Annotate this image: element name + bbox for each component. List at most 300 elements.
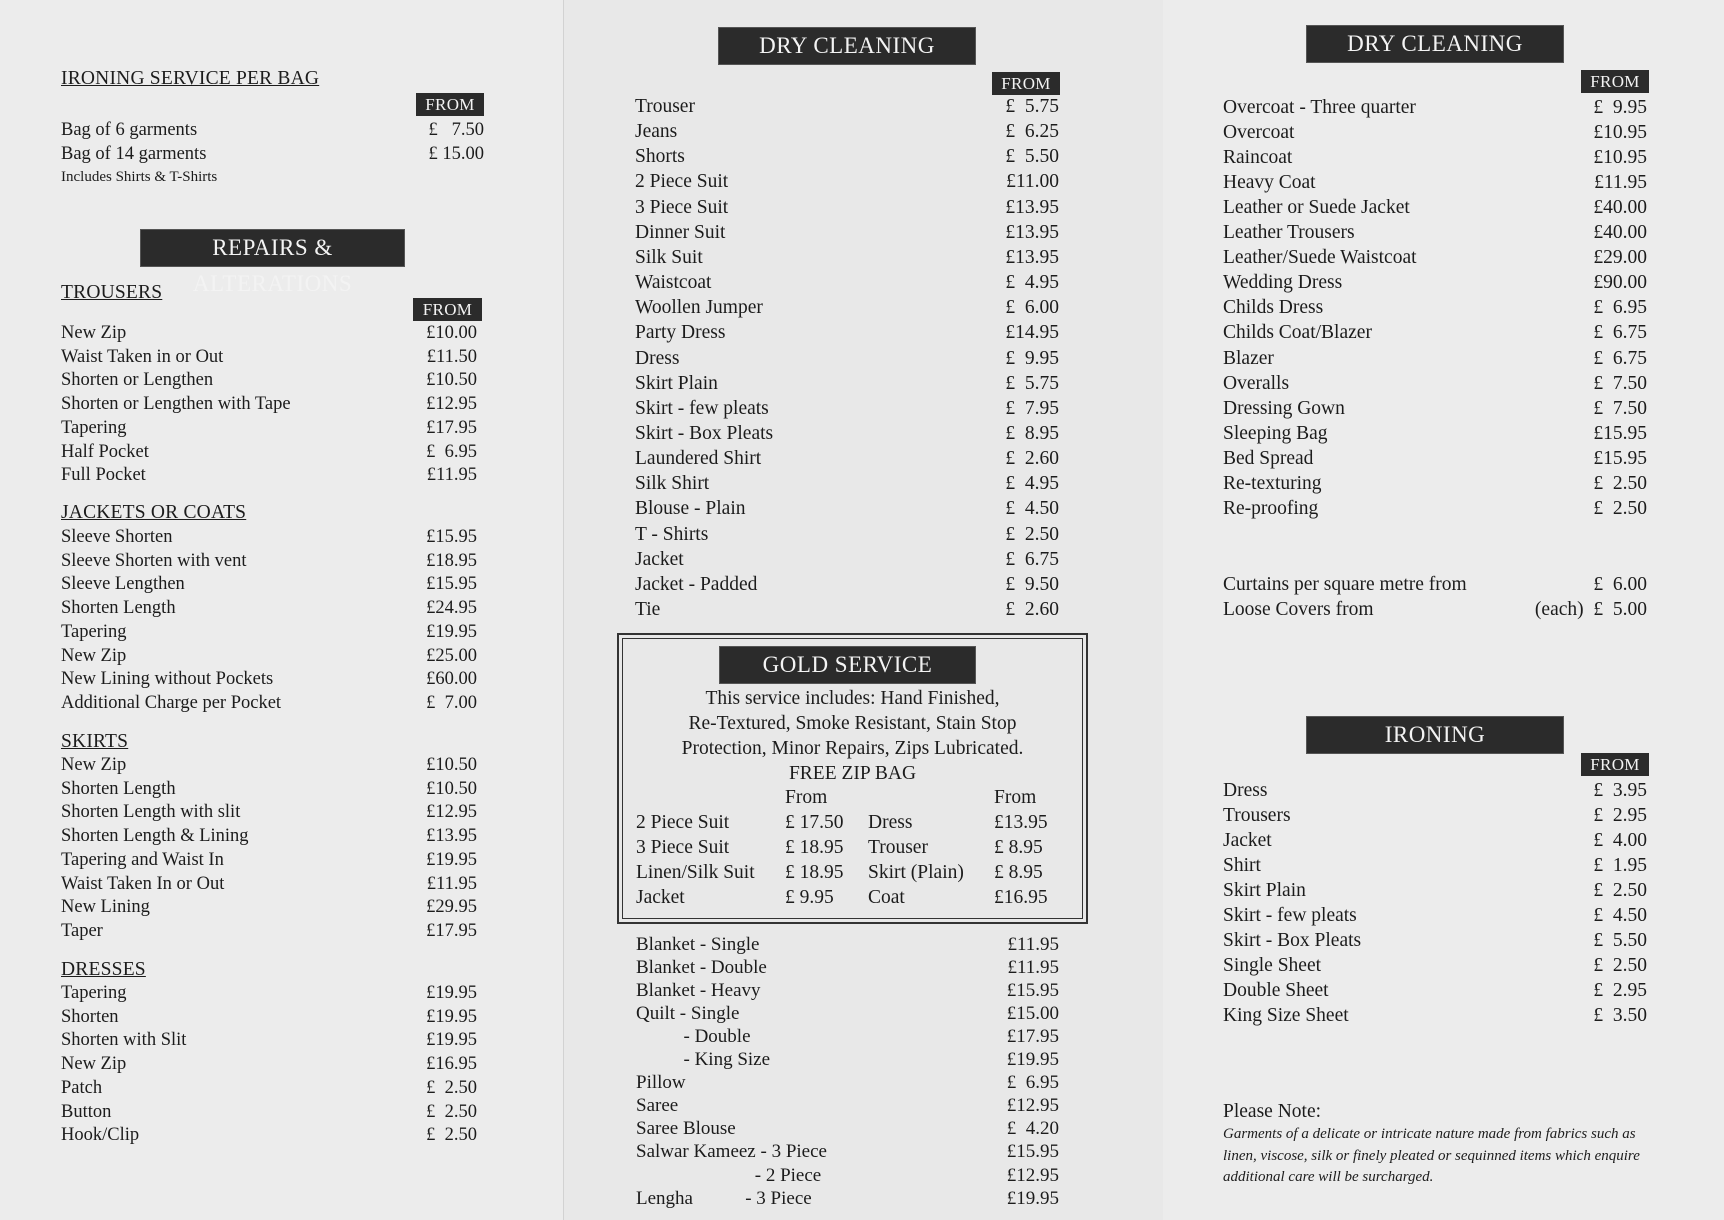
price-row — [61, 346, 477, 370]
item-label: Shorten Length with slit — [61, 802, 241, 823]
item-price: £60.00 — [426, 669, 477, 690]
price-row — [61, 754, 477, 778]
item-label: Waist Taken In or Out — [61, 873, 225, 894]
price-row — [61, 322, 477, 346]
item-price: £ 5.75 — [1005, 96, 1059, 117]
ironing-from-tag: FROM — [1581, 753, 1649, 776]
item-label: Jeans — [635, 121, 678, 143]
item-price: £ 6.95 — [426, 441, 477, 462]
loose-covers-row: Loose Covers from (each) £ 5.00 — [1223, 599, 1647, 620]
price-row — [61, 645, 477, 669]
price-row — [61, 393, 477, 417]
price-row — [635, 597, 1059, 622]
price-row — [1223, 446, 1647, 471]
gold-price: £ 18.95 — [785, 837, 844, 858]
item-label: Shorten or Lengthen with Tape — [61, 394, 291, 415]
item-price: £40.00 — [1593, 222, 1647, 244]
price-row — [636, 1164, 1059, 1187]
item-label: Blanket - Double — [636, 957, 767, 979]
dresses-heading: DRESSES — [61, 959, 146, 980]
price-row — [635, 94, 1059, 119]
price-row — [636, 1071, 1059, 1094]
item-price: £19.95 — [426, 849, 477, 870]
item-price: £ 4.95 — [1005, 473, 1059, 495]
price-row — [635, 446, 1059, 471]
item-price: £ 2.50 — [1593, 879, 1647, 901]
price-row — [61, 1006, 477, 1030]
item-label: Bed Spread — [1223, 447, 1314, 469]
price-row — [1223, 270, 1647, 295]
item-label: - Double — [636, 1026, 751, 1048]
item-price: £ 9.50 — [1005, 573, 1059, 595]
gold-price: £ 17.50 — [785, 812, 844, 833]
item-price: £ 6.75 — [1593, 322, 1647, 344]
gold-item: Dress — [868, 812, 913, 833]
ironing-service-note: Includes Shirts & T-Shirts — [61, 169, 218, 185]
item-price: £ 9.95 — [1593, 97, 1647, 118]
item-label: Patch — [61, 1077, 103, 1098]
price-row — [1223, 295, 1647, 320]
item-label: Childs Coat/Blazer — [1223, 322, 1372, 344]
price-row — [61, 1077, 477, 1101]
price-row — [635, 220, 1059, 245]
item-label: Blanket - Single — [636, 934, 760, 955]
item-price: £19.95 — [426, 621, 477, 642]
dry-cleaning-banner-2: DRY CLEANING — [1307, 26, 1563, 62]
item-price: £17.95 — [1006, 1026, 1059, 1048]
item-price: £ 5.50 — [1005, 146, 1059, 168]
gold-item: Linen/Silk Suit — [636, 862, 755, 883]
trousers-from-tag: FROM — [413, 298, 482, 321]
price-row — [636, 1094, 1059, 1117]
gold-item: 3 Piece Suit — [636, 837, 730, 858]
item-label: Leather Trousers — [1223, 222, 1355, 244]
gold-item: Jacket — [636, 887, 685, 908]
item-price: £10.50 — [426, 778, 477, 799]
price-row — [1223, 853, 1647, 878]
gold-item: Coat — [868, 887, 905, 908]
item-label: Shorten or Lengthen — [61, 370, 214, 391]
item-price: £24.95 — [426, 598, 477, 619]
item-label: Waist Taken in or Out — [61, 346, 224, 367]
gold-from-left: From — [785, 787, 828, 808]
item-price: £ 2.50 — [426, 1077, 477, 1098]
item-price: £ 4.50 — [1593, 904, 1647, 926]
item-price: £29.95 — [426, 897, 477, 918]
price-row: Bag of 14 garments £ 15.00 — [61, 144, 484, 164]
gold-item: 2 Piece Suit — [636, 812, 730, 833]
item-price: £12.95 — [1006, 1164, 1059, 1186]
item-price: £11.95 — [1594, 172, 1647, 194]
item-label: Skirt Plain — [1223, 879, 1306, 901]
item-price: £11.50 — [426, 346, 477, 367]
price-row — [61, 873, 477, 897]
item-price: £15.95 — [1006, 1141, 1059, 1163]
note-body: Garments of a delicate or intricate nature made from fabrics such as linen, viscose, silk or finely pleated or sequinned items which enquire additional care will be surcharged. — [1223, 1126, 1640, 1185]
item-price: £ 6.95 — [1593, 297, 1647, 319]
price-row — [1223, 421, 1647, 446]
item-price: £19.95 — [426, 1006, 477, 1027]
item-price: £19.95 — [1006, 1049, 1059, 1071]
item-label: Skirt - Box Pleats — [1223, 929, 1362, 951]
item-price: £15.95 — [1593, 422, 1647, 444]
price-row — [1223, 953, 1647, 978]
price-row — [61, 778, 477, 802]
item-label: Re-texturing — [1223, 472, 1322, 494]
item-label: Silk Shirt — [635, 473, 710, 495]
item-label: Waistcoat — [635, 272, 712, 294]
item-label: Jacket — [635, 548, 684, 570]
price-row — [1223, 1003, 1647, 1028]
item-label: New Lining without Pockets — [61, 669, 274, 690]
price-row — [635, 270, 1059, 295]
item-label: Overalls — [1223, 372, 1290, 394]
item-label: New Zip — [61, 645, 127, 666]
item-label: Shorten Length — [61, 598, 176, 619]
item-label: New Zip — [61, 323, 127, 343]
price-row — [1223, 828, 1647, 853]
skirts-heading: SKIRTS — [61, 731, 129, 752]
item-price: £29.00 — [1593, 247, 1647, 269]
item-price: £ 2.50 — [1593, 954, 1647, 976]
item-label: Shorten Length & Lining — [61, 826, 249, 847]
gold-price: £ 9.95 — [785, 887, 834, 908]
item-price: £ 3.95 — [1593, 780, 1647, 801]
item-label: Skirt - few pleats — [635, 397, 769, 419]
item-label: Lengha - 3 Piece — [636, 1187, 812, 1209]
item-price: £19.95 — [426, 1030, 477, 1051]
price-row — [61, 441, 477, 465]
price-row — [61, 597, 477, 621]
item-label: King Size Sheet — [1223, 1004, 1349, 1026]
price-row — [61, 1101, 477, 1125]
price-row — [636, 1025, 1059, 1048]
item-label: - King Size — [636, 1049, 771, 1071]
price-row — [1223, 170, 1647, 195]
item-price: £10.00 — [426, 323, 477, 343]
item-label: Jacket - Padded — [635, 573, 758, 595]
price-row — [61, 849, 477, 873]
item-price: £15.95 — [426, 574, 477, 595]
price-row — [1223, 778, 1647, 803]
gold-price: £ 18.95 — [785, 862, 844, 883]
item-price: £ 2.50 — [1593, 472, 1647, 494]
item-price: £ 1.95 — [1593, 854, 1647, 876]
price-row — [635, 295, 1059, 320]
item-label: T - Shirts — [635, 523, 709, 545]
price-row — [61, 692, 477, 716]
price-row — [1223, 195, 1647, 220]
dry-cleaning-from-tag: FROM — [992, 72, 1060, 95]
item-label: Button — [61, 1101, 112, 1122]
price-row — [1223, 496, 1647, 521]
item-price: £17.95 — [426, 417, 477, 438]
item-label: 2 Piece Suit — [635, 171, 729, 193]
item-price: £15.00 — [1006, 1003, 1059, 1025]
price-row — [1223, 320, 1647, 345]
item-label: Tapering — [61, 417, 127, 438]
price-row — [61, 896, 477, 920]
item-price: £ 2.60 — [1005, 599, 1059, 620]
item-price: £ 6.00 — [1005, 297, 1059, 319]
item-price: £12.95 — [1006, 1095, 1059, 1117]
dry-cleaning-from-tag-2: FROM — [1581, 70, 1649, 93]
item-label: Salwar Kameez - 3 Piece — [636, 1141, 827, 1163]
item-price: £ 8.95 — [1005, 422, 1059, 444]
item-price: £17.95 — [426, 920, 477, 941]
item-label: Blouse - Plain — [635, 498, 746, 520]
item-price: £ 6.75 — [1005, 548, 1059, 570]
price-row — [1223, 120, 1647, 145]
price-row — [61, 982, 477, 1006]
item-price: £ 5.75 — [1005, 372, 1059, 394]
item-label: New Zip — [61, 1054, 127, 1075]
item-label: Tie — [635, 599, 661, 620]
item-price: £ 4.00 — [1593, 829, 1647, 851]
item-label: Dress — [1223, 780, 1268, 801]
price-row — [61, 464, 477, 488]
item-price: £15.95 — [1006, 980, 1059, 1002]
price-row — [635, 572, 1059, 597]
item-label: Leather/Suede Waistcoat — [1223, 247, 1417, 269]
item-label: 3 Piece Suit — [635, 196, 729, 218]
ironing-service-from-tag: FROM — [416, 93, 484, 116]
price-row — [636, 1140, 1059, 1163]
gold-price: £ 8.95 — [994, 837, 1043, 858]
price-row — [61, 668, 477, 692]
item-price: £ 7.00 — [426, 692, 477, 713]
item-price: £ 5.50 — [1593, 929, 1647, 951]
price-row: Bag of 6 garments £ 7.50 — [61, 120, 484, 140]
item-price: £11.00 — [1006, 171, 1059, 193]
price-row — [636, 1002, 1059, 1025]
item-label: Shorten with Slit — [61, 1030, 187, 1051]
item-label: New Lining — [61, 897, 150, 918]
item-label: New Zip — [61, 755, 127, 775]
price-row — [635, 144, 1059, 169]
item-label: Re-proofing — [1223, 497, 1319, 519]
price-row — [635, 169, 1059, 194]
repairs-alterations-banner: REPAIRS & ALTERATIONS — [141, 230, 404, 266]
item-label: Shorten Length — [61, 778, 176, 799]
item-price: £ 4.50 — [1005, 498, 1059, 520]
item-price: £ 2.60 — [1005, 448, 1059, 470]
item-label: Saree Blouse — [636, 1118, 736, 1140]
item-label: Sleeping Bag — [1223, 422, 1328, 444]
gold-service-description: This service includes: Hand Finished, Re-Textured, Smoke Resistant, Stain Stop Protection, Minor Repairs, Zips Lubricated. FREE ZIP BAG — [681, 688, 1024, 784]
item-price: £ 2.50 — [426, 1101, 477, 1122]
item-price: £10.95 — [1593, 147, 1647, 169]
jackets-heading: JACKETS OR COATS — [61, 502, 247, 523]
item-label: Full Pocket — [61, 465, 146, 486]
item-price: £ 4.95 — [1005, 272, 1059, 294]
item-price: £12.95 — [426, 394, 477, 415]
item-label: Sleeve Lengthen — [61, 574, 185, 595]
item-label: Sleeve Shorten with vent — [61, 550, 247, 571]
item-label: Blanket - Heavy — [636, 980, 761, 1002]
item-label: Childs Dress — [1223, 297, 1324, 319]
item-label: Woollen Jumper — [635, 297, 763, 319]
item-label: Overcoat — [1223, 122, 1295, 144]
item-price: £ 2.50 — [1005, 523, 1059, 545]
price-row — [1223, 396, 1647, 421]
price-row — [61, 1124, 477, 1148]
price-row — [1223, 803, 1647, 828]
item-price: £ 6.25 — [1005, 121, 1059, 143]
item-price: £16.95 — [426, 1054, 477, 1075]
item-price: £ 2.50 — [1593, 497, 1647, 519]
item-label: Taper — [61, 920, 103, 941]
item-label: Heavy Coat — [1223, 172, 1316, 194]
price-row — [1223, 928, 1647, 953]
item-price: £13.95 — [1005, 196, 1059, 218]
item-label: Laundered Shirt — [635, 448, 762, 470]
price-row — [61, 825, 477, 849]
price-row — [636, 956, 1059, 979]
item-price: £13.95 — [426, 826, 477, 847]
item-label: Shirt — [1223, 854, 1261, 876]
price-row — [1223, 471, 1647, 496]
price-row — [1223, 95, 1647, 120]
item-label: Sleeve Shorten — [61, 527, 173, 547]
price-row — [636, 1187, 1059, 1210]
curtains-row: Curtains per square metre from £ 6.00 — [1223, 574, 1647, 595]
note-heading: Please Note: — [1223, 1101, 1322, 1122]
price-row — [1223, 220, 1647, 245]
price-row — [635, 320, 1059, 345]
item-label: Additional Charge per Pocket — [61, 692, 282, 713]
item-price: £ 2.95 — [1593, 804, 1647, 826]
gold-price: £ 8.95 — [994, 862, 1043, 883]
item-price: £11.95 — [426, 465, 477, 486]
item-label: Skirt Plain — [635, 372, 718, 394]
price-row — [61, 920, 477, 944]
item-price: £15.95 — [1593, 447, 1647, 469]
item-label: Trousers — [1223, 804, 1291, 826]
item-price: £11.95 — [1007, 934, 1059, 955]
price-row — [635, 195, 1059, 220]
item-price: £40.00 — [1593, 197, 1647, 219]
price-row — [635, 547, 1059, 572]
price-row — [636, 1048, 1059, 1071]
price-row — [61, 417, 477, 441]
item-label: Tapering — [61, 621, 127, 642]
price-row — [1223, 978, 1647, 1003]
item-label: Leather or Suede Jacket — [1223, 197, 1410, 219]
gold-item: Skirt (Plain) — [868, 862, 964, 883]
item-price: £ 7.95 — [1005, 397, 1059, 419]
item-price: £19.95 — [1006, 1187, 1059, 1209]
price-row — [635, 371, 1059, 396]
item-price: £90.00 — [1593, 272, 1647, 294]
item-label: Shorts — [635, 146, 685, 168]
dry-cleaning-banner: DRY CLEANING — [719, 28, 975, 64]
price-row — [636, 1117, 1059, 1140]
item-price: £25.00 — [426, 645, 477, 666]
item-price: £10.50 — [426, 755, 477, 775]
price-row — [61, 1053, 477, 1077]
item-price: £ 2.95 — [1593, 979, 1647, 1001]
item-label: Wedding Dress — [1223, 272, 1343, 294]
price-row — [635, 421, 1059, 446]
item-price: £15.95 — [426, 527, 477, 547]
item-label: Blazer — [1223, 347, 1274, 369]
item-label: Raincoat — [1223, 147, 1293, 169]
item-label: Dress — [635, 347, 680, 369]
price-row — [61, 1029, 477, 1053]
item-label: Pillow — [636, 1072, 686, 1094]
item-price: £ 6.75 — [1593, 347, 1647, 369]
item-label: Single Sheet — [1223, 954, 1322, 976]
price-row — [635, 496, 1059, 521]
item-price: £18.95 — [426, 550, 477, 571]
price-row — [1223, 346, 1647, 371]
trousers-heading: TROUSERS — [61, 282, 163, 303]
item-label: Party Dress — [635, 322, 726, 344]
price-row — [1223, 245, 1647, 270]
price-row — [635, 396, 1059, 421]
item-label: Half Pocket — [61, 441, 149, 462]
item-label: Tapering and Waist In — [61, 849, 224, 870]
item-label: Overcoat - Three quarter — [1223, 97, 1416, 118]
gold-from-right: From — [994, 787, 1037, 808]
item-label: Dinner Suit — [635, 221, 726, 243]
item-price: £ 9.95 — [1005, 347, 1059, 369]
price-row — [61, 369, 477, 393]
item-label: Tapering — [61, 983, 127, 1003]
price-row — [61, 573, 477, 597]
item-price: £ 7.50 — [1593, 397, 1647, 419]
item-price: £19.95 — [426, 983, 477, 1003]
price-row — [635, 471, 1059, 496]
item-price: £14.95 — [1005, 322, 1059, 344]
price-row — [1223, 371, 1647, 396]
price-row — [1223, 903, 1647, 928]
item-price: £13.95 — [1005, 221, 1059, 243]
item-label: Jacket — [1223, 829, 1272, 851]
item-price: £11.95 — [426, 873, 477, 894]
item-price: £12.95 — [426, 802, 477, 823]
item-label: Saree — [636, 1095, 679, 1117]
item-label: Hook/Clip — [61, 1125, 140, 1146]
price-row — [1223, 145, 1647, 170]
item-label: Quilt - Single — [636, 1003, 740, 1025]
item-label: - 2 Piece — [636, 1164, 822, 1186]
item-price: £ 2.50 — [426, 1125, 477, 1146]
item-price: £10.50 — [426, 370, 477, 391]
gold-item: Trouser — [868, 837, 928, 858]
gold-price: £13.95 — [994, 812, 1048, 833]
item-price: £ 4.20 — [1006, 1118, 1059, 1140]
item-label: Silk Suit — [635, 246, 703, 268]
price-row — [636, 979, 1059, 1002]
gold-price: £16.95 — [994, 887, 1048, 908]
price-row — [635, 119, 1059, 144]
ironing-banner: IRONING — [1307, 717, 1563, 753]
price-row — [635, 346, 1059, 371]
price-row — [635, 522, 1059, 547]
item-label: Trouser — [635, 96, 695, 117]
item-label: Dressing Gown — [1223, 397, 1345, 419]
price-row — [61, 550, 477, 574]
gold-service-banner: GOLD SERVICE — [720, 647, 975, 683]
item-price: £11.95 — [1007, 957, 1059, 979]
item-price: £10.95 — [1593, 122, 1647, 144]
price-row — [635, 245, 1059, 270]
ironing-service-heading: IRONING SERVICE PER BAG — [61, 68, 320, 89]
item-label: Shorten — [61, 1006, 119, 1027]
item-label: Skirt - few pleats — [1223, 904, 1357, 926]
